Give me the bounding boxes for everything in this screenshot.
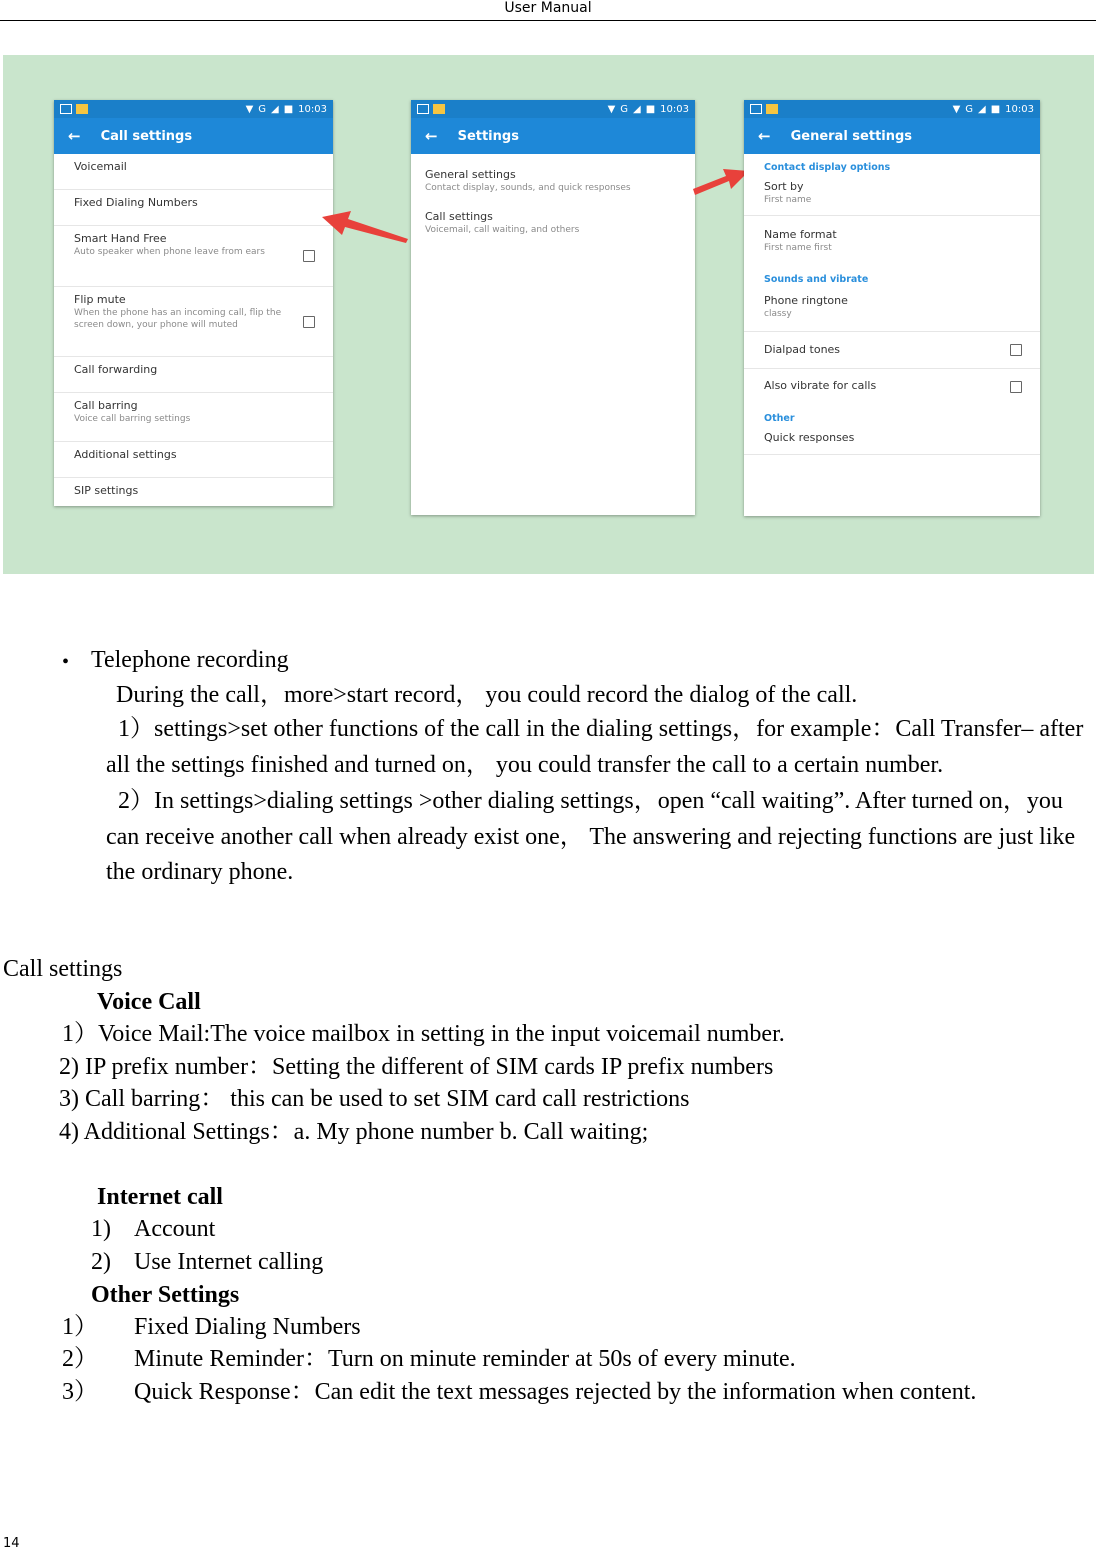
settings-item-general[interactable] bbox=[411, 154, 695, 204]
status-time: 10:03 bbox=[298, 103, 327, 115]
internet-call-item-2: Use Internet calling bbox=[134, 1249, 324, 1275]
other-settings-num-3: 3） bbox=[62, 1379, 98, 1405]
voice-call-item-4: 4) Additional Settings：a. My phone number b. Call waiting; bbox=[59, 1119, 649, 1145]
app-bar-title: Settings bbox=[457, 128, 519, 144]
category-other: Other bbox=[764, 413, 795, 424]
status-time: 10:03 bbox=[660, 103, 689, 115]
signal-icon: ◢ bbox=[271, 103, 279, 115]
item-subtitle: When the phone has an incoming call, flip the screen down, your phone will muted bbox=[74, 308, 282, 330]
item-title: Sort by bbox=[764, 180, 804, 193]
settings-item-additional[interactable] bbox=[54, 442, 333, 478]
settings-item-flip-mute[interactable] bbox=[54, 287, 333, 357]
voice-call-item-3: 3) Call barring： this can be used to set SIM card call restrictions bbox=[59, 1086, 690, 1112]
checkbox[interactable] bbox=[1010, 344, 1022, 356]
telephone-recording-para-2: 2）In settings>dialing settings >other dialing settings，open “call waiting”. After turned on，you can receive another call when already exist one， The answering and rejecting functions are just like the ordinary phone. bbox=[106, 788, 1076, 885]
red-arrow-left-icon bbox=[318, 205, 413, 245]
settings-item-smart-hand-free[interactable] bbox=[54, 226, 333, 287]
internet-call-num-1: 1) bbox=[91, 1216, 111, 1242]
item-subtitle: First name first bbox=[764, 243, 832, 253]
item-title: Flip mute bbox=[74, 293, 126, 306]
settings-item-call-forwarding[interactable] bbox=[54, 357, 333, 393]
item-title: Call barring bbox=[74, 399, 138, 412]
item-subtitle: classy bbox=[764, 309, 792, 319]
checkbox[interactable] bbox=[1010, 381, 1022, 393]
back-arrow-icon[interactable]: ← bbox=[425, 127, 438, 145]
bullet-icon: • bbox=[62, 651, 70, 673]
item-title: Quick responses bbox=[764, 431, 855, 444]
call-settings-heading: Call settings bbox=[3, 956, 123, 982]
signal-icon: ◢ bbox=[978, 103, 986, 115]
telephone-recording-line: During the call，more>start record， you could record the dialog of the call. bbox=[116, 682, 858, 708]
settings-item-ringtone[interactable] bbox=[744, 286, 1040, 332]
app-bar-title: Call settings bbox=[100, 128, 193, 144]
telephone-recording-para-1: 1）settings>set other functions of the call in the dialing settings，for example：Call Transfer– after all the settings finished and turned on， you could transfer the call to a certain number. bbox=[106, 716, 1084, 778]
category-contact-display: Contact display options bbox=[764, 162, 891, 173]
internet-call-item-1: Account bbox=[134, 1216, 216, 1242]
battery-icon: ■ bbox=[283, 103, 294, 115]
item-title: Also vibrate for calls bbox=[764, 379, 877, 392]
app-notification-icon bbox=[433, 104, 445, 114]
notification-icon bbox=[60, 104, 72, 114]
item-subtitle: Voice call barring settings bbox=[74, 414, 191, 424]
settings-item-dialpad-tones[interactable] bbox=[744, 332, 1040, 369]
settings-item-call[interactable] bbox=[411, 204, 695, 254]
page-header bbox=[0, 0, 1096, 21]
phone-call-settings bbox=[54, 100, 333, 506]
settings-item-sort-by[interactable] bbox=[744, 174, 1040, 216]
notification-icon bbox=[417, 104, 429, 114]
item-title: Smart Hand Free bbox=[74, 232, 167, 245]
battery-icon: ■ bbox=[990, 103, 1001, 115]
item-subtitle: Voicemail, call waiting, and others bbox=[425, 225, 580, 235]
voice-call-heading: Voice Call bbox=[97, 989, 201, 1015]
item-title: Call forwarding bbox=[74, 363, 158, 376]
item-subtitle: First name bbox=[764, 195, 812, 205]
other-settings-num-2: 2） bbox=[62, 1346, 98, 1372]
network-label: G bbox=[620, 103, 629, 115]
wifi-icon: ▼ bbox=[952, 103, 961, 115]
internet-call-num-2: 2) bbox=[91, 1249, 111, 1275]
voice-call-item-2: 2) IP prefix number：Setting the different of SIM cards IP prefix numbers bbox=[59, 1054, 774, 1080]
signal-icon: ◢ bbox=[633, 103, 641, 115]
network-label: G bbox=[258, 103, 267, 115]
settings-item-name-format[interactable] bbox=[744, 216, 1040, 266]
item-title: Additional settings bbox=[74, 448, 177, 461]
item-title: Voicemail bbox=[74, 160, 127, 173]
notification-icon bbox=[750, 104, 762, 114]
other-settings-num-1: 1） bbox=[62, 1314, 98, 1340]
settings-item-fixed-dialing[interactable] bbox=[54, 190, 333, 226]
header-title: User Manual bbox=[504, 0, 592, 16]
status-bar bbox=[411, 100, 695, 118]
settings-item-quick-responses[interactable] bbox=[744, 425, 1040, 455]
app-notification-icon bbox=[76, 104, 88, 114]
item-subtitle: Contact display, sounds, and quick responses bbox=[425, 183, 631, 193]
network-label: G bbox=[965, 103, 974, 115]
app-bar bbox=[411, 118, 695, 154]
item-title: Name format bbox=[764, 228, 837, 241]
item-subtitle: Auto speaker when phone leave from ears bbox=[74, 247, 265, 257]
item-title: General settings bbox=[425, 168, 516, 181]
status-time: 10:03 bbox=[1005, 103, 1034, 115]
other-settings-item-2: Minute Reminder：Turn on minute reminder at 50s of every minute. bbox=[134, 1346, 796, 1372]
battery-icon: ■ bbox=[645, 103, 656, 115]
checkbox[interactable] bbox=[303, 316, 315, 328]
item-title: Phone ringtone bbox=[764, 294, 848, 307]
item-title: Dialpad tones bbox=[764, 343, 841, 356]
other-settings-heading: Other Settings bbox=[91, 1282, 240, 1308]
other-settings-item-3: Quick Response：Can edit the text messages rejected by the information when content. bbox=[134, 1379, 977, 1405]
settings-screenshots-figure bbox=[3, 55, 1094, 574]
back-arrow-icon[interactable]: ← bbox=[68, 127, 81, 145]
settings-item-sip[interactable] bbox=[54, 478, 333, 506]
settings-item-vibrate[interactable] bbox=[744, 369, 1040, 405]
app-notification-icon bbox=[766, 104, 778, 114]
wifi-icon: ▼ bbox=[607, 103, 616, 115]
category-sounds: Sounds and vibrate bbox=[764, 274, 869, 285]
status-bar bbox=[54, 100, 333, 118]
app-bar bbox=[54, 118, 333, 154]
item-title: SIP settings bbox=[74, 484, 139, 497]
status-bar bbox=[744, 100, 1040, 118]
wifi-icon: ▼ bbox=[245, 103, 254, 115]
telephone-recording-heading: Telephone recording bbox=[91, 647, 289, 673]
voice-call-item-1: 1）Voice Mail:The voice mailbox in setting in the input voicemail number. bbox=[62, 1021, 785, 1047]
item-title: Call settings bbox=[425, 210, 493, 223]
page-number: 14 bbox=[3, 1536, 20, 1551]
back-arrow-icon[interactable]: ← bbox=[758, 127, 771, 145]
app-bar-title: General settings bbox=[790, 128, 913, 144]
phone-settings bbox=[411, 100, 695, 515]
other-settings-item-1: Fixed Dialing Numbers bbox=[134, 1314, 361, 1340]
checkbox[interactable] bbox=[303, 250, 315, 262]
settings-item-voicemail[interactable] bbox=[54, 154, 333, 190]
red-arrow-right-icon bbox=[693, 167, 751, 199]
settings-item-call-barring[interactable] bbox=[54, 393, 333, 442]
app-bar bbox=[744, 118, 1040, 154]
phone-general-settings bbox=[744, 100, 1040, 516]
item-title: Fixed Dialing Numbers bbox=[74, 196, 198, 209]
internet-call-heading: Internet call bbox=[97, 1184, 223, 1210]
